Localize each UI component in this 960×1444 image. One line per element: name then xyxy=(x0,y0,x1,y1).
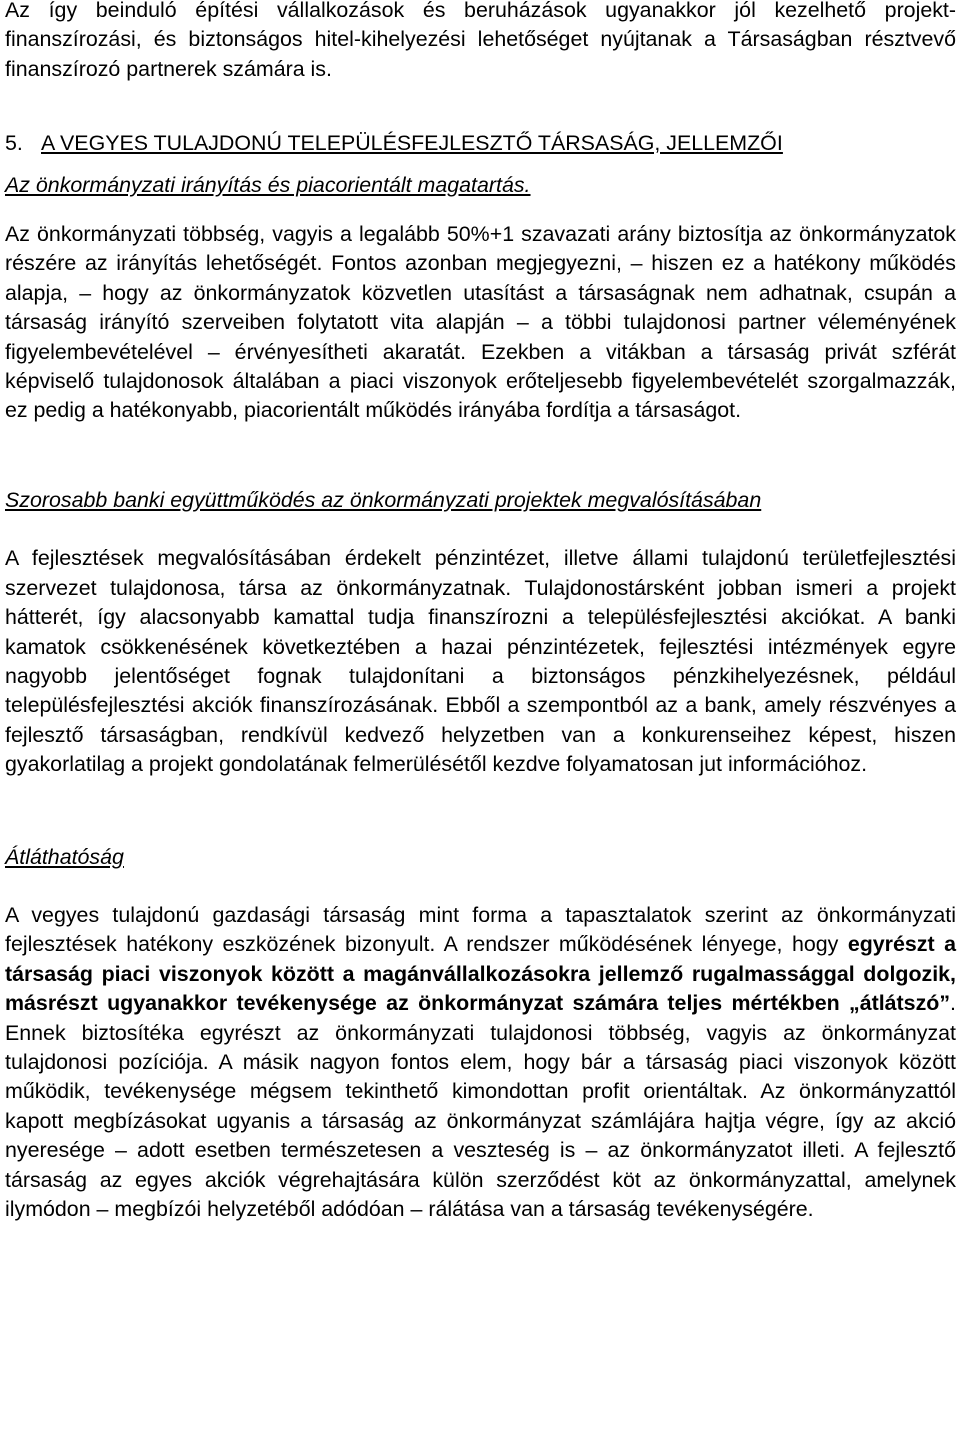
transparency-bold-text: egyrészt a társaság piaci viszonyok között a magánvállalkozásokra jellemző rugalmassággal dolgozik, másrészt ugyanakkor tevékenysége az önkormányzat számára teljes mértékben „átlátszó” xyxy=(5,932,957,1016)
section-title-text: A VEGYES TULAJDONÚ TELEPÜLÉSFEJLESZTŐ TÁRSASÁG, JELLEMZŐI xyxy=(41,131,783,156)
transparency-heading: Átláthatóság xyxy=(5,844,124,869)
banking-paragraph: A fejlesztések megvalósításában érdekelt pénzintézet, illetve állami tulajdonú területfejlesztési szervezet tulajdonosa, társa az önkormányzatnak. Tulajdonostársként jobban ismeri a projekt hátterét, így alacsonyabb kamattal tudja finanszírozni a településfejlesztési akciókat. A banki kamatok csökkenésének következtében a hazai pénzintézetek, fejlesztési intézmények egyre nagyobb jelentőséget fognak tulajdonítani a biztonságos pénzkihelyezésnek, például településfejlesztési akciók finanszírozásának. Ebből a szempontból az a bank, amely részvényes a fejlesztő társaságban, rendkívül kedvező helyzetben van a konkurenseihez képest, hiszen gyakorlatilag a projekt gondolatának felmerülésétől kezdve folyamatosan jut információhoz. xyxy=(5,546,956,777)
banking-heading: Szorosabb banki együttműködés az önkormányzati projektek megvalósításában xyxy=(5,487,762,512)
intro-paragraph: Az így beinduló építési vállalkozások és beruházások ugyanakkor jól kezelhető projekt-finanszírozási, és biztonságos hitel-kihelyezési lehetőséget nyújtanak a Társaságban résztvevő finanszírozó partnerek számára is. xyxy=(5,0,956,81)
transparency-text-start: A vegyes tulajdonú gazdasági társaság mint forma a tapasztalatok szerint az önkormányzati fejlesztések hatékony eszközének bizonyult. A rendszer működésének lényege, hogy xyxy=(5,902,956,957)
section-5-subtitle: Az önkormányzati irányítás és piacorientált magatartás. xyxy=(5,172,531,197)
governance-paragraph: Az önkormányzati többség, vagyis a legalább 50%+1 szavazati arány biztosítja az önkormányzatok részére az irányítás lehetőségét. Fontos azonban megjegyezni, – hiszen ez a hatékony működés alapja, – hogy az önkormányzatok közvetlen utasítást a társaságnak nem adhatnak, csupán a társaság irányító szerveiben folytatott vita alapján – a többi tulajdonosi partner véleményének figyelembevételével – érvényesítheti akaratát. Ezekben a vitákban a társaság privát szférát képviselő tulajdonosok általában a piaci viszonyok erőteljesebb figyelembevételét szorgalmazzák, ez pedig a hatékonyabb, piacorientált működés irányába fordítja a társaságot. xyxy=(5,222,956,423)
transparency-text-end: . Ennek biztosítéka egyrészt az önkormányzati tulajdonosi többség, vagyis az önkormányzat tulajdonosi pozíciója. A másik nagyon fontos elem, hogy bár a társaság piaci viszonyok között működik, tevékenysége mégsem tekinthető kimondottan profit orientáltak. Az önkormányzattól kapott megbízásokat ugyanis a társaság az önkormányzat számlájára hajtja végre, így az akció nyeresége – adott esetben természetesen a veszteség is – az önkormányzatot illeti. A fejlesztő társaság az egyes akciók végrehajtására külön szerződést köt az önkormányzattal, amelynek ilymódon – megbízói helyzetéből adódóan – rálátása van a társaság tevékenységére. xyxy=(5,991,956,1221)
transparency-paragraph xyxy=(5,901,956,1224)
section-5-title xyxy=(5,129,956,158)
section-number: 5. xyxy=(5,131,23,156)
